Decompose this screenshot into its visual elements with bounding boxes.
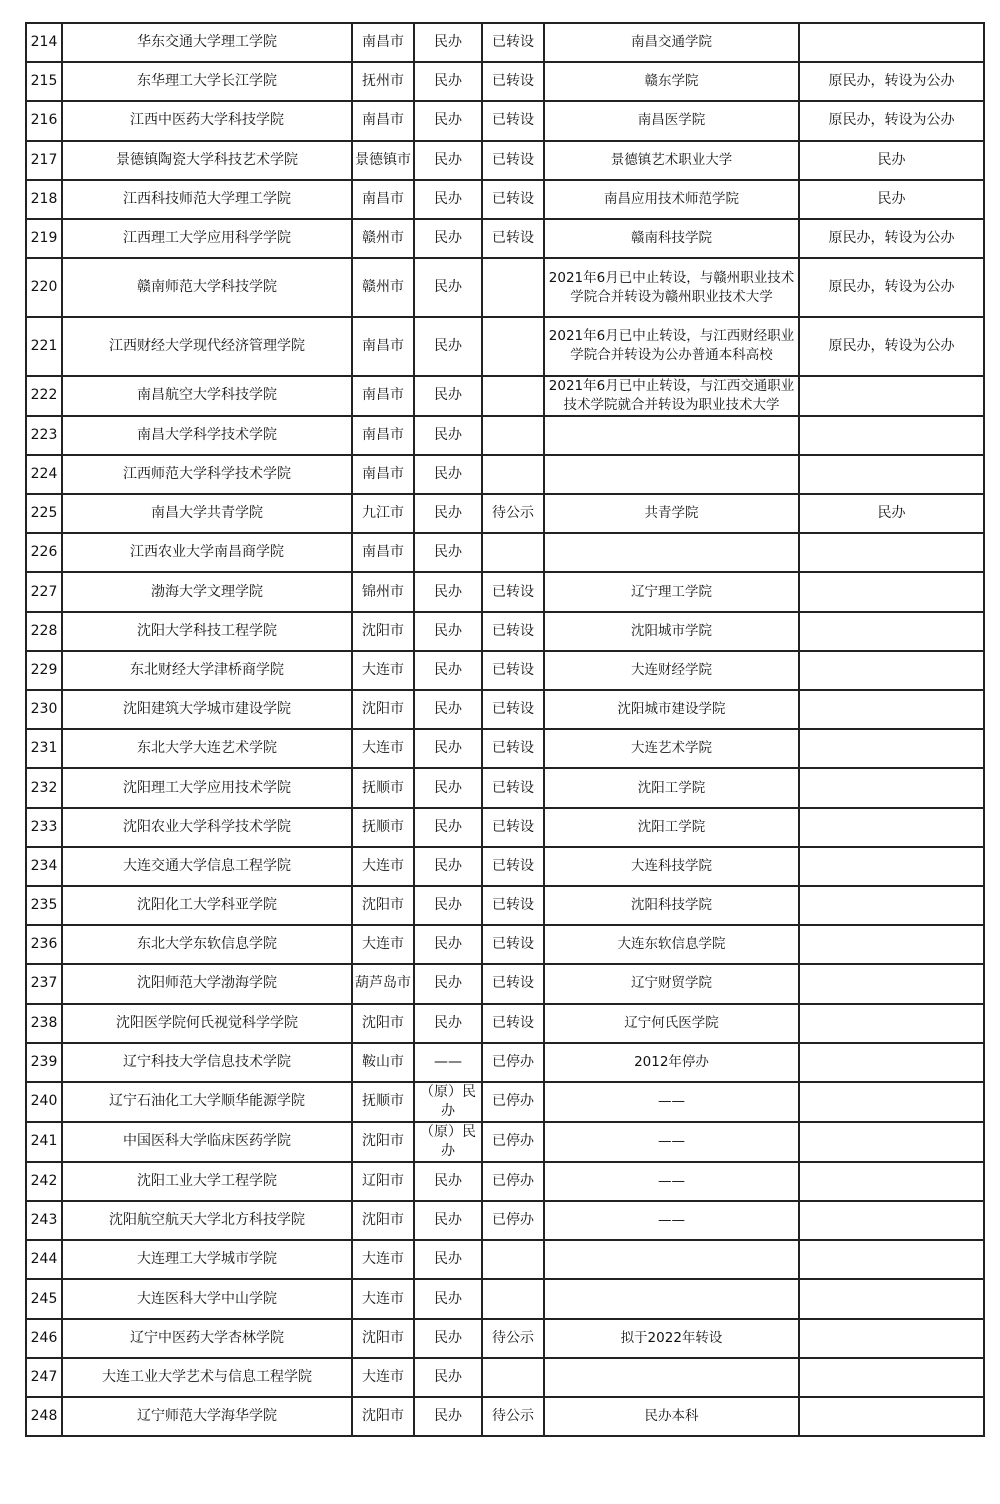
transfer-status-cell: 已转设 [482, 651, 544, 690]
school-name-cell: 大连医科大学中山学院 [62, 1279, 352, 1318]
new-nature-cell [799, 1240, 984, 1279]
transfer-result-cell [544, 533, 799, 572]
table-row [26, 925, 984, 964]
school-name-cell: 渤海大学文理学院 [62, 572, 352, 611]
table-row [26, 1319, 984, 1358]
school-type-cell: 民办 [414, 1397, 482, 1436]
transfer-status-cell: 已转设 [482, 808, 544, 847]
transfer-result-cell: —— [544, 1082, 799, 1122]
table-row [26, 1240, 984, 1279]
table-row [26, 1397, 984, 1436]
table-row [26, 416, 984, 455]
new-nature-cell [799, 1122, 984, 1162]
city-cell: 南昌市 [352, 317, 414, 376]
school-name-cell: 大连工业大学艺术与信息工程学院 [62, 1358, 352, 1397]
row-number-cell: 246 [26, 1319, 62, 1358]
row-number-cell: 241 [26, 1122, 62, 1162]
transfer-result-cell: 2012年停办 [544, 1043, 799, 1082]
school-name-cell: 沈阳农业大学科学技术学院 [62, 808, 352, 847]
transfer-status-cell: 已转设 [482, 847, 544, 886]
school-type-cell: —— [414, 1043, 482, 1082]
school-name-cell: 南昌大学共青学院 [62, 494, 352, 533]
table-row [26, 612, 984, 651]
row-number-cell: 236 [26, 925, 62, 964]
transfer-status-cell [482, 317, 544, 376]
transfer-result-cell: —— [544, 1162, 799, 1201]
transfer-result-cell: 大连东软信息学院 [544, 925, 799, 964]
row-number-cell: 221 [26, 317, 62, 376]
table-row [26, 847, 984, 886]
city-cell: 沈阳市 [352, 886, 414, 925]
transfer-status-cell: 已转设 [482, 1004, 544, 1043]
city-cell: 南昌市 [352, 23, 414, 62]
new-nature-cell [799, 1043, 984, 1082]
school-type-cell: 民办 [414, 533, 482, 572]
transfer-result-cell: 沈阳科技学院 [544, 886, 799, 925]
table-row [26, 533, 984, 572]
transfer-result-cell: 共青学院 [544, 494, 799, 533]
city-cell: 葫芦岛市 [352, 964, 414, 1003]
city-cell: 锦州市 [352, 572, 414, 611]
school-type-cell: （原）民办 [414, 1122, 482, 1162]
row-number-cell: 248 [26, 1397, 62, 1436]
new-nature-cell: 原民办，转设为公办 [799, 317, 984, 376]
transfer-status-cell: 已转设 [482, 768, 544, 807]
school-name-cell: 江西财经大学现代经济管理学院 [62, 317, 352, 376]
row-number-cell: 222 [26, 376, 62, 416]
transfer-status-cell [482, 376, 544, 416]
table-row [26, 964, 984, 1003]
city-cell: 辽阳市 [352, 1162, 414, 1201]
school-name-cell: 南昌大学科学技术学院 [62, 416, 352, 455]
table-row [26, 1279, 984, 1318]
city-cell: 抚州市 [352, 62, 414, 101]
transfer-result-cell: 拟于2022年转设 [544, 1319, 799, 1358]
city-cell: 南昌市 [352, 533, 414, 572]
school-name-cell: 南昌航空大学科技学院 [62, 376, 352, 416]
table-row [26, 23, 984, 62]
school-type-cell: 民办 [414, 1162, 482, 1201]
new-nature-cell [799, 1201, 984, 1240]
transfer-status-cell: 已停办 [482, 1082, 544, 1122]
school-name-cell: 江西中医药大学科技学院 [62, 101, 352, 140]
table-row [26, 1004, 984, 1043]
row-number-cell: 233 [26, 808, 62, 847]
school-name-cell: 沈阳航空航天大学北方科技学院 [62, 1201, 352, 1240]
transfer-result-cell: 沈阳城市建设学院 [544, 690, 799, 729]
transfer-status-cell: 已停办 [482, 1162, 544, 1201]
school-name-cell: 辽宁师范大学海华学院 [62, 1397, 352, 1436]
row-number-cell: 225 [26, 494, 62, 533]
city-cell: 抚顺市 [352, 808, 414, 847]
transfer-result-cell: 民办本科 [544, 1397, 799, 1436]
table-row [26, 1082, 984, 1122]
row-number-cell: 218 [26, 180, 62, 219]
new-nature-cell [799, 455, 984, 494]
school-name-cell: 沈阳建筑大学城市建设学院 [62, 690, 352, 729]
row-number-cell: 223 [26, 416, 62, 455]
row-number-cell: 242 [26, 1162, 62, 1201]
row-number-cell: 220 [26, 258, 62, 317]
new-nature-cell [799, 1162, 984, 1201]
transfer-status-cell: 已转设 [482, 101, 544, 140]
city-cell: 沈阳市 [352, 1004, 414, 1043]
school-type-cell: 民办 [414, 1201, 482, 1240]
transfer-result-cell: 2021年6月已中止转设，与赣州职业技术学院合并转设为赣州职业技术大学 [544, 258, 799, 317]
school-type-cell: 民办 [414, 219, 482, 258]
row-number-cell: 226 [26, 533, 62, 572]
school-name-cell: 江西农业大学南昌商学院 [62, 533, 352, 572]
row-number-cell: 237 [26, 964, 62, 1003]
transfer-status-cell: 已转设 [482, 219, 544, 258]
transfer-status-cell: 待公示 [482, 1397, 544, 1436]
transfer-result-cell: 辽宁财贸学院 [544, 964, 799, 1003]
school-name-cell: 辽宁石油化工大学顺华能源学院 [62, 1082, 352, 1122]
school-name-cell: 景德镇陶瓷大学科技艺术学院 [62, 141, 352, 180]
transfer-result-cell: 沈阳工学院 [544, 808, 799, 847]
transfer-status-cell: 已停办 [482, 1122, 544, 1162]
city-cell: 南昌市 [352, 455, 414, 494]
table-row [26, 455, 984, 494]
city-cell: 南昌市 [352, 101, 414, 140]
school-type-cell: 民办 [414, 886, 482, 925]
school-name-cell: 沈阳大学科技工程学院 [62, 612, 352, 651]
new-nature-cell [799, 1358, 984, 1397]
table-row [26, 258, 984, 317]
transfer-status-cell: 已转设 [482, 886, 544, 925]
transfer-status-cell: 已转设 [482, 964, 544, 1003]
school-type-cell: 民办 [414, 925, 482, 964]
transfer-result-cell: —— [544, 1122, 799, 1162]
school-name-cell: 沈阳医学院何氏视觉科学学院 [62, 1004, 352, 1043]
new-nature-cell [799, 376, 984, 416]
city-cell: 南昌市 [352, 376, 414, 416]
table-row [26, 1358, 984, 1397]
row-number-cell: 214 [26, 23, 62, 62]
city-cell: 赣州市 [352, 219, 414, 258]
transfer-result-cell [544, 1279, 799, 1318]
transfer-result-cell [544, 455, 799, 494]
transfer-result-cell: 景德镇艺术职业大学 [544, 141, 799, 180]
new-nature-cell [799, 925, 984, 964]
school-type-cell: 民办 [414, 455, 482, 494]
row-number-cell: 245 [26, 1279, 62, 1318]
city-cell: 大连市 [352, 729, 414, 768]
table-row [26, 101, 984, 140]
school-type-cell: 民办 [414, 964, 482, 1003]
school-type-cell: （原）民办 [414, 1082, 482, 1122]
transfer-result-cell: 2021年6月已中止转设，与江西交通职业技术学院就合并转设为职业技术大学 [544, 376, 799, 416]
row-number-cell: 232 [26, 768, 62, 807]
transfer-result-cell: 辽宁理工学院 [544, 572, 799, 611]
city-cell: 大连市 [352, 1279, 414, 1318]
city-cell: 沈阳市 [352, 1122, 414, 1162]
new-nature-cell: 原民办，转设为公办 [799, 101, 984, 140]
school-type-cell: 民办 [414, 1240, 482, 1279]
table-row [26, 317, 984, 376]
school-type-cell: 民办 [414, 690, 482, 729]
new-nature-cell: 原民办，转设为公办 [799, 258, 984, 317]
new-nature-cell [799, 847, 984, 886]
school-name-cell: 中国医科大学临床医药学院 [62, 1122, 352, 1162]
new-nature-cell [799, 533, 984, 572]
transfer-status-cell: 已转设 [482, 62, 544, 101]
row-number-cell: 215 [26, 62, 62, 101]
new-nature-cell: 民办 [799, 494, 984, 533]
transfer-status-cell: 待公示 [482, 494, 544, 533]
school-name-cell: 沈阳师范大学渤海学院 [62, 964, 352, 1003]
row-number-cell: 229 [26, 651, 62, 690]
school-name-cell: 辽宁科技大学信息技术学院 [62, 1043, 352, 1082]
row-number-cell: 217 [26, 141, 62, 180]
new-nature-cell [799, 690, 984, 729]
new-nature-cell [799, 1319, 984, 1358]
new-nature-cell: 民办 [799, 180, 984, 219]
table-row [26, 886, 984, 925]
transfer-result-cell [544, 1358, 799, 1397]
table-row [26, 572, 984, 611]
table-row [26, 729, 984, 768]
row-number-cell: 216 [26, 101, 62, 140]
new-nature-cell [799, 1004, 984, 1043]
city-cell: 大连市 [352, 1240, 414, 1279]
row-number-cell: 227 [26, 572, 62, 611]
city-cell: 景德镇市 [352, 141, 414, 180]
school-name-cell: 江西科技师范大学理工学院 [62, 180, 352, 219]
school-type-cell: 民办 [414, 612, 482, 651]
city-cell: 九江市 [352, 494, 414, 533]
transfer-result-cell: 沈阳城市学院 [544, 612, 799, 651]
school-type-cell: 民办 [414, 729, 482, 768]
school-name-cell: 大连理工大学城市学院 [62, 1240, 352, 1279]
school-type-cell: 民办 [414, 141, 482, 180]
school-name-cell: 东华理工大学长江学院 [62, 62, 352, 101]
row-number-cell: 231 [26, 729, 62, 768]
table-body [26, 23, 984, 1436]
transfer-result-cell: 南昌交通学院 [544, 23, 799, 62]
transfer-result-cell: 沈阳工学院 [544, 768, 799, 807]
city-cell: 大连市 [352, 1358, 414, 1397]
school-type-cell: 民办 [414, 1279, 482, 1318]
transfer-result-cell: 南昌医学院 [544, 101, 799, 140]
city-cell: 抚顺市 [352, 1082, 414, 1122]
transfer-status-cell: 已转设 [482, 729, 544, 768]
school-name-cell: 江西理工大学应用科学学院 [62, 219, 352, 258]
table-row [26, 219, 984, 258]
school-type-cell: 民办 [414, 23, 482, 62]
school-type-cell: 民办 [414, 1004, 482, 1043]
transfer-status-cell: 已停办 [482, 1201, 544, 1240]
new-nature-cell: 原民办，转设为公办 [799, 62, 984, 101]
new-nature-cell [799, 964, 984, 1003]
table-row [26, 376, 984, 416]
table-row [26, 690, 984, 729]
transfer-status-cell [482, 258, 544, 317]
new-nature-cell [799, 416, 984, 455]
school-type-cell: 民办 [414, 572, 482, 611]
city-cell: 南昌市 [352, 180, 414, 219]
transfer-result-cell: 大连财经学院 [544, 651, 799, 690]
transfer-status-cell: 已转设 [482, 690, 544, 729]
table-row [26, 651, 984, 690]
table-row [26, 808, 984, 847]
city-cell: 沈阳市 [352, 1397, 414, 1436]
transfer-status-cell: 已转设 [482, 23, 544, 62]
transfer-status-cell [482, 533, 544, 572]
city-cell: 大连市 [352, 651, 414, 690]
transfer-status-cell: 已转设 [482, 925, 544, 964]
table-row [26, 1201, 984, 1240]
school-name-cell: 江西师范大学科学技术学院 [62, 455, 352, 494]
table-row [26, 180, 984, 219]
city-cell: 赣州市 [352, 258, 414, 317]
school-name-cell: 东北大学东软信息学院 [62, 925, 352, 964]
table-row [26, 141, 984, 180]
new-nature-cell [799, 729, 984, 768]
row-number-cell: 240 [26, 1082, 62, 1122]
transfer-result-cell: 辽宁何氏医学院 [544, 1004, 799, 1043]
school-name-cell: 赣南师范大学科技学院 [62, 258, 352, 317]
university-transfer-table-sheet [25, 22, 983, 1437]
row-number-cell: 235 [26, 886, 62, 925]
city-cell: 抚顺市 [352, 768, 414, 807]
transfer-status-cell: 待公示 [482, 1319, 544, 1358]
row-number-cell: 224 [26, 455, 62, 494]
school-name-cell: 东北财经大学津桥商学院 [62, 651, 352, 690]
new-nature-cell: 原民办，转设为公办 [799, 219, 984, 258]
city-cell: 大连市 [352, 925, 414, 964]
school-type-cell: 民办 [414, 1319, 482, 1358]
new-nature-cell [799, 572, 984, 611]
transfer-status-cell [482, 1279, 544, 1318]
transfer-result-cell: 南昌应用技术师范学院 [544, 180, 799, 219]
transfer-result-cell [544, 1240, 799, 1279]
row-number-cell: 247 [26, 1358, 62, 1397]
city-cell: 沈阳市 [352, 612, 414, 651]
school-type-cell: 民办 [414, 416, 482, 455]
school-type-cell: 民办 [414, 180, 482, 219]
new-nature-cell [799, 1082, 984, 1122]
city-cell: 鞍山市 [352, 1043, 414, 1082]
school-name-cell: 东北大学大连艺术学院 [62, 729, 352, 768]
school-type-cell: 民办 [414, 494, 482, 533]
row-number-cell: 239 [26, 1043, 62, 1082]
transfer-result-cell: —— [544, 1201, 799, 1240]
new-nature-cell: 民办 [799, 141, 984, 180]
transfer-status-cell [482, 416, 544, 455]
school-name-cell: 华东交通大学理工学院 [62, 23, 352, 62]
school-type-cell: 民办 [414, 101, 482, 140]
school-name-cell: 沈阳化工大学科亚学院 [62, 886, 352, 925]
row-number-cell: 230 [26, 690, 62, 729]
transfer-status-cell: 已转设 [482, 180, 544, 219]
new-nature-cell [799, 23, 984, 62]
school-name-cell: 沈阳理工大学应用技术学院 [62, 768, 352, 807]
transfer-result-cell: 赣东学院 [544, 62, 799, 101]
city-cell: 沈阳市 [352, 1201, 414, 1240]
row-number-cell: 228 [26, 612, 62, 651]
school-type-cell: 民办 [414, 62, 482, 101]
new-nature-cell [799, 808, 984, 847]
school-name-cell: 沈阳工业大学工程学院 [62, 1162, 352, 1201]
table-row [26, 62, 984, 101]
transfer-status-cell: 已转设 [482, 572, 544, 611]
school-type-cell: 民办 [414, 651, 482, 690]
transfer-status-cell: 已转设 [482, 141, 544, 180]
table-row [26, 768, 984, 807]
table-row [26, 1043, 984, 1082]
new-nature-cell [799, 651, 984, 690]
row-number-cell: 219 [26, 219, 62, 258]
new-nature-cell [799, 1279, 984, 1318]
school-name-cell: 大连交通大学信息工程学院 [62, 847, 352, 886]
city-cell: 沈阳市 [352, 1319, 414, 1358]
transfer-status-cell [482, 1358, 544, 1397]
new-nature-cell [799, 886, 984, 925]
school-name-cell: 辽宁中医药大学杏林学院 [62, 1319, 352, 1358]
school-type-cell: 民办 [414, 808, 482, 847]
transfer-result-cell [544, 416, 799, 455]
school-type-cell: 民办 [414, 317, 482, 376]
school-type-cell: 民办 [414, 768, 482, 807]
transfer-status-cell [482, 1240, 544, 1279]
city-cell: 大连市 [352, 847, 414, 886]
transfer-result-cell: 大连艺术学院 [544, 729, 799, 768]
row-number-cell: 234 [26, 847, 62, 886]
transfer-result-cell: 赣南科技学院 [544, 219, 799, 258]
table-row [26, 1122, 984, 1162]
school-type-cell: 民办 [414, 258, 482, 317]
transfer-status-cell [482, 455, 544, 494]
table-row [26, 1162, 984, 1201]
school-type-cell: 民办 [414, 376, 482, 416]
city-cell: 南昌市 [352, 416, 414, 455]
row-number-cell: 238 [26, 1004, 62, 1043]
new-nature-cell [799, 1397, 984, 1436]
university-transfer-table [25, 22, 985, 1437]
school-type-cell: 民办 [414, 1358, 482, 1397]
city-cell: 沈阳市 [352, 690, 414, 729]
new-nature-cell [799, 768, 984, 807]
transfer-result-cell: 大连科技学院 [544, 847, 799, 886]
new-nature-cell [799, 612, 984, 651]
transfer-result-cell: 2021年6月已中止转设，与江西财经职业学院合并转设为公办普通本科高校 [544, 317, 799, 376]
transfer-status-cell: 已转设 [482, 612, 544, 651]
table-row [26, 494, 984, 533]
school-type-cell: 民办 [414, 847, 482, 886]
row-number-cell: 244 [26, 1240, 62, 1279]
transfer-status-cell: 已停办 [482, 1043, 544, 1082]
row-number-cell: 243 [26, 1201, 62, 1240]
